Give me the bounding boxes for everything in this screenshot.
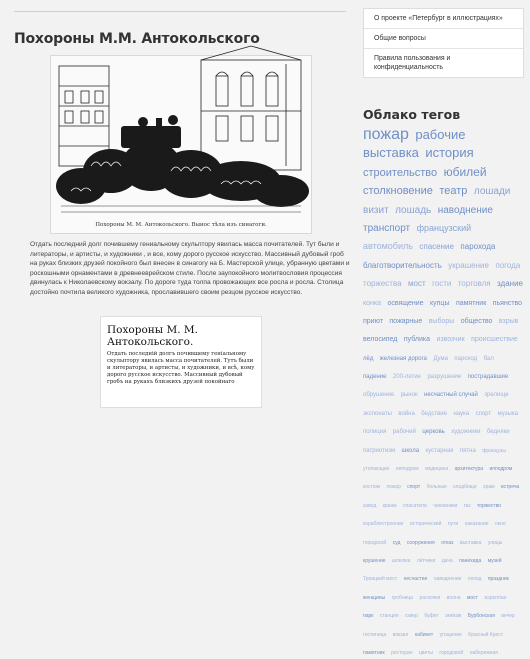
tag-link[interactable]: кража <box>382 502 397 509</box>
article-caption: Отдать последний долг почившему гениальному скульптору явилась масса почитателей. Тут были и литераторы, и артисты, и художники , и все, кому дорого русское искусство. Массивный дубовый гроб на руках близких друзей покойного был внесен в синагогу на Б. Мастерской улице, убранную цветами и роскошными орнаментами в древнееврейском стиле. После заупокойного молитвословия процессия двинулась к Николаевскому вокзалу. По дороге туда толпа провожающих все росла и росла. Столица достойно почтила великого художника, прославившего своим резцом русское искусство. <box>30 241 350 296</box>
tag-link[interactable]: визит <box>363 204 389 216</box>
tag-link[interactable]: несчастие <box>403 576 428 583</box>
tag-link[interactable]: приют <box>363 317 383 325</box>
tag-link[interactable]: городовой <box>439 649 464 656</box>
tag-link[interactable]: пьянство <box>492 299 523 307</box>
tag-link[interactable]: ипподром <box>395 466 419 473</box>
tag-link[interactable]: исторический <box>409 521 442 528</box>
menu-item-privacy[interactable]: Правила пользования и конфиденциальность <box>374 55 451 71</box>
tag-link[interactable]: железная дорога <box>379 355 427 362</box>
tag-link[interactable]: экспонаты <box>363 410 392 417</box>
tag-link[interactable]: парохода <box>460 242 496 252</box>
tag-cloud <box>363 126 525 656</box>
tag-link[interactable]: бедняки <box>486 429 510 436</box>
tag-link[interactable]: памятник <box>455 299 487 307</box>
tag-link[interactable]: раскопки <box>419 594 441 601</box>
engraving-image[interactable] <box>50 55 312 234</box>
tag-link[interactable]: торговля <box>457 279 491 289</box>
tag-link[interactable]: торжества <box>363 279 402 289</box>
tag-link[interactable]: пятна <box>459 447 476 454</box>
tag-link[interactable]: погода <box>495 260 521 270</box>
tag-link[interactable]: лошади <box>473 186 511 198</box>
tag-link[interactable]: наводнение <box>433 576 462 583</box>
tag-link[interactable]: украшение <box>448 260 489 270</box>
tag-link[interactable]: дача <box>441 557 453 564</box>
tag-link[interactable]: 200-летие <box>392 374 421 381</box>
tag-link[interactable]: бал <box>483 355 494 362</box>
tag-link[interactable]: общество <box>460 317 493 325</box>
tag-link[interactable]: театр <box>439 185 468 198</box>
newspaper-clipping[interactable] <box>100 316 262 408</box>
tag-link[interactable]: освящение <box>387 299 424 307</box>
tag-link[interactable]: война <box>398 410 415 417</box>
tag-link[interactable]: шлюпка <box>392 557 411 564</box>
tag-link[interactable]: музей <box>487 557 502 564</box>
tag-link[interactable]: архитектура <box>454 466 484 473</box>
tag-link[interactable]: столкновение <box>363 185 433 198</box>
tag-link[interactable]: строительство <box>363 166 438 179</box>
tag-link[interactable]: сооружения <box>406 539 435 546</box>
tag-link[interactable]: костюм <box>363 484 380 491</box>
tag-link[interactable]: спорт <box>407 484 421 491</box>
tag-link[interactable]: юбилей <box>443 164 487 179</box>
tag-link[interactable]: отказ <box>441 539 454 546</box>
tag-link[interactable]: угощение <box>439 631 462 638</box>
tag-link[interactable]: взрыв <box>498 317 519 325</box>
clipping-body: Отдать последній долгъ почившему геніальному скульптору явилась масса почитателей. Тутъ были и литераторы, и артисты, и художники, и всѣ, кому дорого русское искусство. Массивный дубовый гробъ на рукахъ близкихъ друзей покойнаго <box>107 351 255 385</box>
tag-link[interactable]: спасение <box>419 242 454 252</box>
tag-link[interactable]: пострадавшие <box>467 374 509 381</box>
tag-link[interactable]: происшествие <box>471 336 518 344</box>
tag-link[interactable]: окно <box>495 521 506 528</box>
tag-link[interactable]: бедствие <box>421 410 447 417</box>
tag-link[interactable]: французский <box>416 222 472 233</box>
tag-link[interactable]: буфет <box>424 613 439 620</box>
tag-link[interactable]: суд <box>392 539 401 546</box>
tag-cloud-title: Облако тегов <box>363 107 461 122</box>
tag-link[interactable]: наводнение <box>437 204 493 216</box>
tag-link[interactable]: выставка <box>459 539 482 546</box>
tag-link[interactable]: парк <box>363 613 374 620</box>
tag-link[interactable]: благотворительность <box>363 260 442 270</box>
tag-link[interactable]: Дума <box>433 355 448 362</box>
tag-link[interactable]: утопающие <box>363 466 390 473</box>
tag-link[interactable]: волна <box>446 594 461 601</box>
tag-link[interactable]: памятник <box>363 649 385 656</box>
tag-link[interactable]: лёд <box>363 355 374 362</box>
tag-link[interactable]: крушение <box>363 557 386 564</box>
tag-link[interactable]: спорт <box>475 410 492 417</box>
clipping-headline: Похороны М. М. Антокольского. <box>107 324 198 348</box>
tag-link[interactable]: набережная <box>469 649 498 656</box>
engraving-illustration <box>51 56 311 233</box>
tag-link[interactable]: газ <box>463 502 471 509</box>
main-content <box>0 0 355 401</box>
tag-link[interactable]: обрушение <box>363 392 395 399</box>
tag-link[interactable]: зрелище <box>484 392 509 399</box>
tag-link[interactable]: пути <box>447 521 459 528</box>
tag-link[interactable]: завод <box>363 502 377 509</box>
tag-link[interactable]: кладбище <box>453 484 477 491</box>
tag-link[interactable]: торжество <box>477 502 502 509</box>
tag-link[interactable]: публика <box>403 336 431 344</box>
tag-link[interactable]: пожар <box>363 126 409 143</box>
tag-link[interactable]: кустарная <box>425 447 454 454</box>
tag-link[interactable]: музыка <box>497 410 518 417</box>
tag-link[interactable]: лётчики <box>416 557 436 564</box>
tag-link[interactable]: конка <box>363 299 382 307</box>
tag-link[interactable]: спасатели <box>403 502 427 509</box>
tag-link[interactable]: художники <box>451 429 481 436</box>
tag-link[interactable]: кабинет <box>414 631 434 638</box>
tag-link[interactable]: цветы <box>418 649 433 656</box>
tag-link[interactable]: мост <box>408 279 426 289</box>
tag-link[interactable]: поход <box>467 576 482 583</box>
tag-link[interactable]: история <box>425 145 474 161</box>
tag-link[interactable]: наказание <box>464 521 489 528</box>
tag-link[interactable]: купцы <box>430 299 450 307</box>
tag-link[interactable]: ипподром <box>489 466 513 473</box>
tag-link[interactable]: рабочий <box>392 429 416 436</box>
tag-link[interactable]: разрушение <box>427 374 462 381</box>
tag-link[interactable]: ресторан <box>391 649 413 656</box>
tag-link[interactable]: школа <box>401 447 420 454</box>
tag-link[interactable]: церковь <box>422 429 445 436</box>
tag-link[interactable]: чиновники <box>433 502 458 509</box>
tag-link[interactable]: больные <box>426 484 447 491</box>
top-divider <box>14 11 346 12</box>
tag-link[interactable]: рабочие <box>415 127 466 142</box>
menu-item-faq[interactable]: Общие вопросы <box>364 29 523 49</box>
tag-link[interactable]: падение <box>363 374 387 381</box>
tag-link[interactable]: извозчик <box>436 336 465 344</box>
tag-link[interactable]: пожар <box>386 484 401 491</box>
tag-link[interactable]: пожарные <box>389 317 423 325</box>
tag-link[interactable]: панихида <box>459 557 482 564</box>
tag-link[interactable]: здание <box>497 279 523 289</box>
tag-link[interactable]: станция <box>379 613 399 620</box>
tag-link[interactable]: храм <box>483 484 495 491</box>
tag-link[interactable]: городской <box>363 539 387 546</box>
engraving-caption: Похороны М. М. Антокольского. Вынос тѣла изъ синагоги. <box>95 222 267 228</box>
tag-link[interactable]: несчастный случай <box>424 392 478 399</box>
tag-link[interactable]: улицы <box>487 539 503 546</box>
tag-link[interactable]: автомобиль <box>363 241 413 252</box>
tag-link[interactable]: женщины <box>363 594 386 601</box>
tag-link[interactable]: встреча <box>501 484 520 491</box>
tag-link[interactable]: велосипед <box>363 336 398 344</box>
tag-link[interactable]: французы <box>482 447 506 454</box>
tag-link[interactable]: транспорт <box>363 222 411 234</box>
tag-link[interactable]: мост <box>466 594 478 601</box>
tag-link[interactable]: наука <box>453 410 470 417</box>
tag-link[interactable]: аэроплан <box>484 594 507 601</box>
tag-link[interactable]: кораблестроение <box>363 521 404 528</box>
tag-link[interactable]: выборы <box>428 317 455 325</box>
tag-link[interactable]: гробница <box>391 594 414 601</box>
menu-item-about[interactable]: О проекте «Петербург в иллюстрациях» <box>364 9 523 29</box>
tag-link[interactable]: патриотизм <box>363 447 396 454</box>
tag-link[interactable]: экипаж <box>445 613 462 620</box>
tag-link[interactable]: выставка <box>363 145 419 161</box>
tag-link[interactable]: вокзал <box>392 631 409 638</box>
tag-link[interactable]: Бурбонская <box>467 613 495 620</box>
tag-link[interactable]: пароход <box>454 355 478 362</box>
tag-link[interactable]: медицина <box>425 466 449 473</box>
tag-link[interactable]: гостиница <box>363 631 387 638</box>
info-menu <box>363 8 524 78</box>
tag-link[interactable]: полиция <box>363 429 387 436</box>
tag-link[interactable]: сквер <box>405 613 418 620</box>
tag-link[interactable]: рынок <box>400 392 418 399</box>
tag-link[interactable]: праздник <box>487 576 509 583</box>
tag-link[interactable]: Красный Крест <box>468 631 504 638</box>
page-title: Похороны М.М. Антокольского <box>14 31 260 47</box>
tag-link[interactable]: Троицкий мост <box>363 576 398 583</box>
tag-link[interactable]: лошадь <box>395 204 432 216</box>
tag-link[interactable]: вечер <box>501 613 515 620</box>
tag-link[interactable]: гости <box>432 279 452 289</box>
